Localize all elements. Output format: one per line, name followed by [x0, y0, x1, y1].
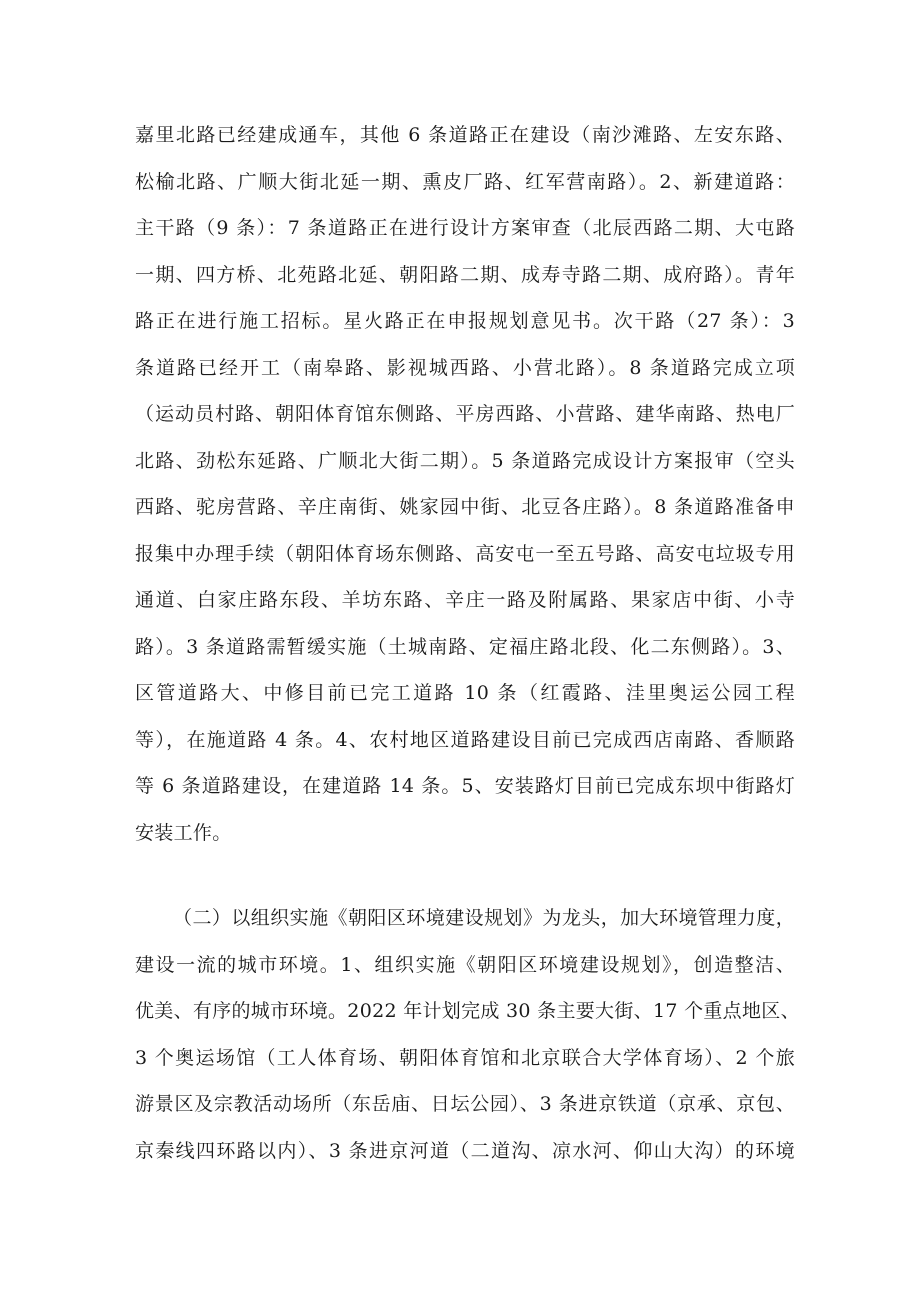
paragraph-line: 路正在进行施工招标。星火路正在申报规划意见书。次干路（27 条）：3: [135, 310, 795, 332]
paragraph-line: （运动员村路、朝阳体育馆东侧路、平房西路、小营路、建华南路、热电厂: [135, 403, 795, 425]
paragraph-line: 主干路（9 条）：7 条道路正在进行设计方案审查（北辰西路二期、大屯路: [135, 217, 795, 239]
paragraph-line: 北路、劲松东延路、广顺北大街二期）。5 条道路完成设计方案报审（空头: [135, 449, 795, 472]
paragraph-line: 路）。3 条道路需暂缓实施（土城南路、定福庄路北段、化二东侧路）。3、: [135, 635, 795, 658]
paragraph-line: 游景区及宗教活动场所（东岳庙、日坛公园）、3 条进京铁道（京承、京包、: [135, 1093, 795, 1115]
paragraph-line: 松榆北路、广顺大街北延一期、熏皮厂路、红军营南路）。2、新建道路：: [135, 170, 795, 193]
paragraph-road-construction: [135, 112, 795, 856]
paragraph-line: （二）以组织实施《朝阳区环境建设规划》为龙头，加大环境管理力度，: [173, 907, 795, 929]
paragraph-line: 条道路已经开工（南皋路、影视城西路、小营北路）。8 条道路完成立项: [135, 356, 795, 379]
paragraph-line: 报集中办理手续（朝阳体育场东侧路、高安屯一至五号路、高安屯垃圾专用: [135, 542, 795, 565]
paragraph-line: 区管道路大、中修目前已完工道路 10 条（红霞路、洼里奥运公园工程: [135, 682, 795, 704]
paragraph-line: 嘉里北路已经建成通车，其他 6 条道路正在建设（南沙滩路、左安东路、: [135, 124, 795, 146]
paragraph-line: 安装工作。: [135, 821, 232, 844]
paragraph-line: 等 6 条道路建设，在建道路 14 条。5、安装路灯目前已完成东坝中街路灯: [135, 775, 795, 797]
paragraph-line: 等），在施道路 4 条。4、农村地区道路建设目前已完成西店南路、香顺路: [135, 728, 795, 751]
paragraph-line: 一期、四方桥、北苑路北延、朝阳路二期、成寿寺路二期、成府路）。青年: [135, 263, 795, 286]
paragraph-line: 京秦线四环路以内）、3 条进京河道（二道沟、凉水河、仰山大沟）的环境: [135, 1139, 795, 1162]
paragraph-line: 西路、驼房营路、辛庄南街、姚家园中街、北豆各庄路）。8 条道路准备申: [135, 496, 795, 518]
paragraph-line: 优美、有序的城市环境。2022 年计划完成 30 条主要大街、17 个重点地区、: [135, 1000, 800, 1022]
paragraph-line: 3 个奥运场馆（工人体育场、朝阳体育馆和北京联合大学体育场）、2 个旅: [135, 1046, 795, 1069]
paragraph-line: 建设一流的城市环境。1、组织实施《朝阳区环境建设规划》，创造整洁、: [135, 953, 795, 976]
paragraph-environment-planning: [135, 895, 800, 1174]
paragraph-line: 通道、白家庄路东段、羊坊东路、辛庄一路及附属路、果家店中街、小寺: [135, 589, 795, 611]
